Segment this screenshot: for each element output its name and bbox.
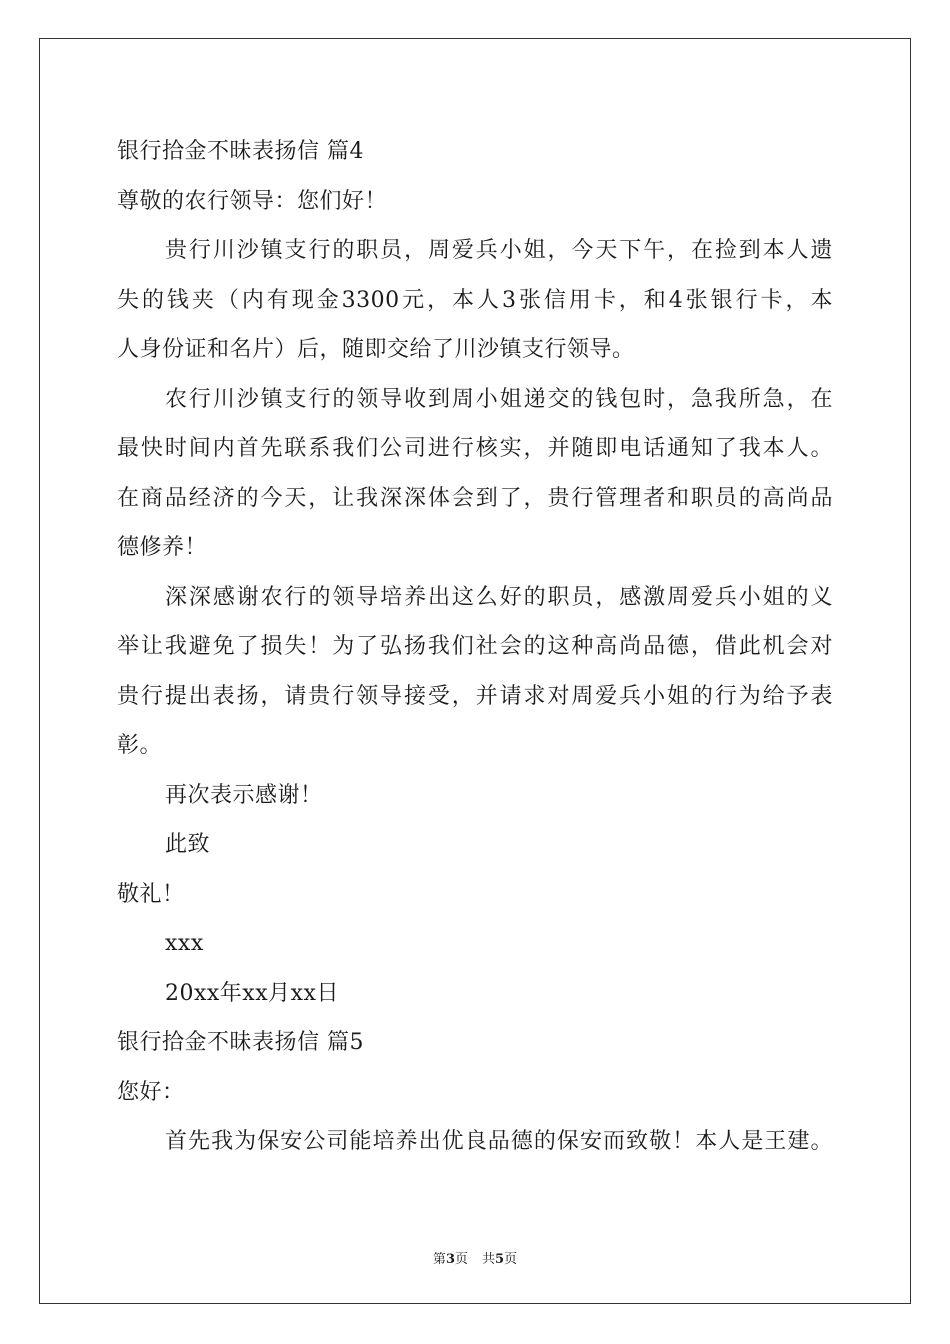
total-label-prefix: 共: [482, 1252, 496, 1267]
paragraph-line: 首先我为保安公司能培养出优良品德的保安而致敬！本人是王建。: [165, 1129, 833, 1154]
page-number: 3: [445, 1252, 455, 1267]
signature: xxx: [165, 931, 204, 956]
page-label-prefix: 第: [432, 1252, 446, 1267]
paragraph-line: 人身份证和名片）后，随即交给了川沙镇支行领导。: [117, 337, 635, 362]
salutation: 尊敬的农行领导：您们好！: [117, 188, 388, 214]
date-line: 20xx年xx月xx日: [165, 980, 339, 1006]
paragraph-line: 举让我避免了损失！为了弘扬我们社会的这种高尚品德，借此机会对: [117, 634, 833, 659]
closing-jingli: 敬礼！: [117, 881, 185, 907]
paragraph-line: 深深感谢农行的领导培养出这么好的职员，感激周爱兵小姐的义: [165, 584, 833, 610]
paragraph-line: 失的钱夹（内有现金3300元，本人3张信用卡，和4张银行卡，本: [117, 287, 833, 313]
section-title: 银行拾金不昧表扬信 篇5: [117, 1030, 364, 1055]
total-label-suffix: 页: [504, 1252, 518, 1267]
paragraph-line: 农行川沙镇支行的领导收到周小姐递交的钱包时，急我所急，在: [165, 386, 833, 412]
closing-thanks: 再次表示感谢！: [165, 782, 323, 808]
paragraph-line: 贵行川沙镇支行的职员，周爱兵小姐，今天下午，在捡到本人遗: [165, 238, 833, 263]
paragraph-line: 在商品经济的今天，让我深深体会到了，贵行管理者和职员的高尚品: [117, 485, 833, 511]
document-body: [117, 127, 833, 1167]
paragraph-line: 彰。: [117, 733, 163, 758]
paragraph-line: 贵行提出表扬，请贵行领导接受，并请求对周爱兵小姐的行为给予表: [117, 683, 833, 709]
paragraph-line: 最快时间内首先联系我们公司进行核实，并随即电话通知了我本人。: [117, 436, 833, 461]
page-label-suffix: 页: [454, 1252, 468, 1267]
page-footer: [0, 1248, 950, 1267]
closing-cizhi: 此致: [165, 832, 211, 857]
total-pages: 5: [495, 1252, 505, 1267]
section-title: 银行拾金不昧表扬信 篇4: [117, 139, 364, 164]
salutation: 您好：: [117, 1079, 185, 1105]
paragraph-line: 德修养！: [117, 535, 208, 560]
